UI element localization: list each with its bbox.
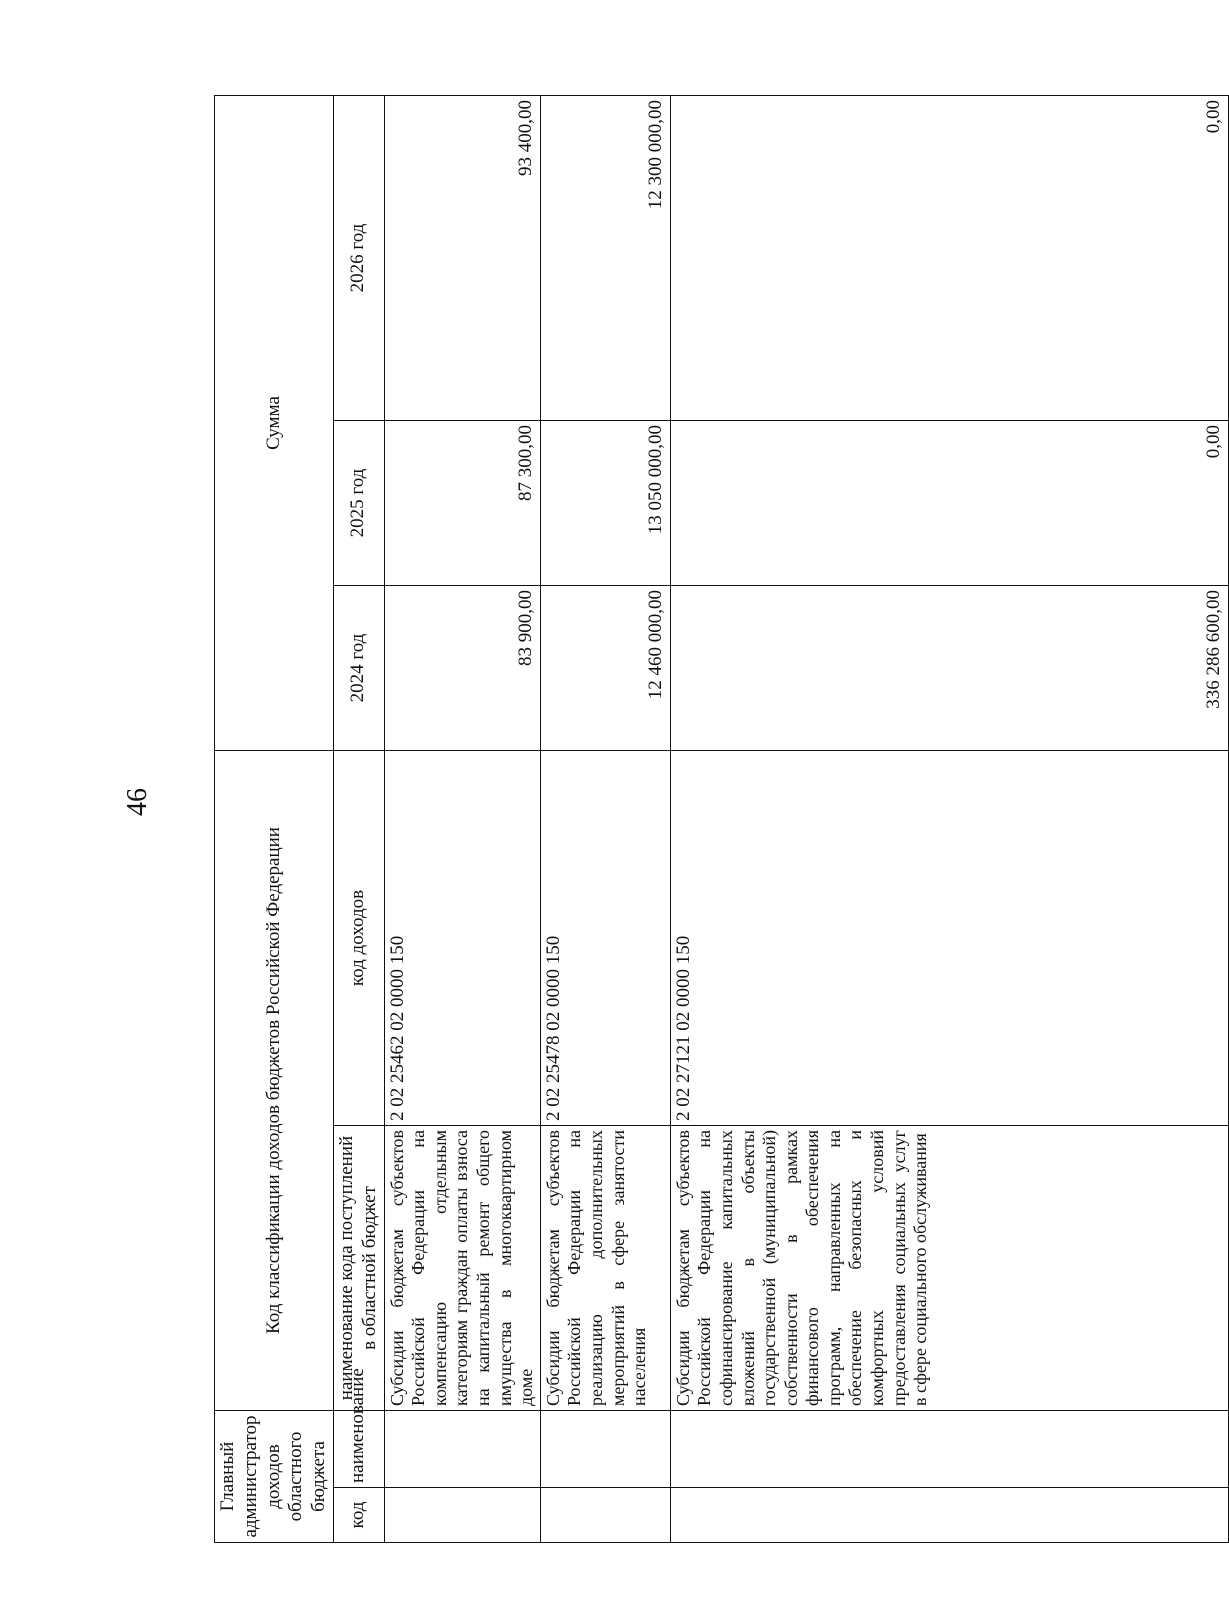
cell-sum-2026: 12 300 000,00 [540,96,670,421]
table-row [540,96,670,1543]
cell-admin-code [670,1488,1228,1543]
income-classification-table [214,95,1229,1543]
cell-sum-2024: 83 900,00 [384,586,540,751]
header-admin-name: наименование [333,1411,384,1488]
cell-income-code: 2 02 25462 02 0000 150 [384,751,540,1126]
header-year-2026: 2026 год [333,96,384,421]
header-admin-group: Главный администратор доходов областного бюджета [215,1411,334,1543]
cell-sum-2024: 336 286 600,00 [670,586,1228,751]
cell-sum-2026: 0,00 [670,96,1228,421]
header-income-code: код доходов [333,751,384,1126]
table-row [384,96,540,1543]
cell-admin-code [540,1488,670,1543]
page-number: 46 [122,788,153,816]
cell-sum-2025: 87 300,00 [384,421,540,586]
cell-description: Субсидии бюджетам субъектов Российской Федерации на софинансирование капитальных вложений в объекты государственной (муниципальной) собственности в рамках финансового обеспечения программ, направленных на обеспечение безопасных и комфортных условий предоставления социальных услуг в сфере социального обслуживания [670,1126,1228,1411]
cell-admin-name [384,1411,540,1488]
header-year-2025: 2025 год [333,421,384,586]
cell-income-code: 2 02 27121 02 0000 150 [670,751,1228,1126]
header-classification-group: Код классификации доходов бюджетов Российской Федерации [215,751,334,1411]
cell-sum-2026: 93 400,00 [384,96,540,421]
table-row [670,96,1228,1543]
cell-admin-name [670,1411,1228,1488]
cell-sum-2024: 12 460 000,00 [540,586,670,751]
cell-sum-2025: 13 050 000,00 [540,421,670,586]
header-sum-group: Сумма [215,96,334,751]
rotated-table-container [214,96,1229,1543]
header-admin-code: код [333,1488,384,1543]
cell-description: Субсидии бюджетам субъектов Российской Федерации на компенсацию отдельным категориям граждан оплаты взноса на капитальный ремонт общего имущества в многоквартирном доме [384,1126,540,1411]
cell-admin-name [540,1411,670,1488]
cell-admin-code [384,1488,540,1543]
header-income-name: наименование кода поступлений в областной бюджет [333,1126,384,1411]
cell-sum-2025: 0,00 [670,421,1228,586]
cell-income-code: 2 02 25478 02 0000 150 [540,751,670,1126]
header-year-2024: 2024 год [333,586,384,751]
cell-description: Субсидии бюджетам субъектов Российской Федерации на реализацию дополнительных мероприятий в сфере занятости населения [540,1126,670,1411]
